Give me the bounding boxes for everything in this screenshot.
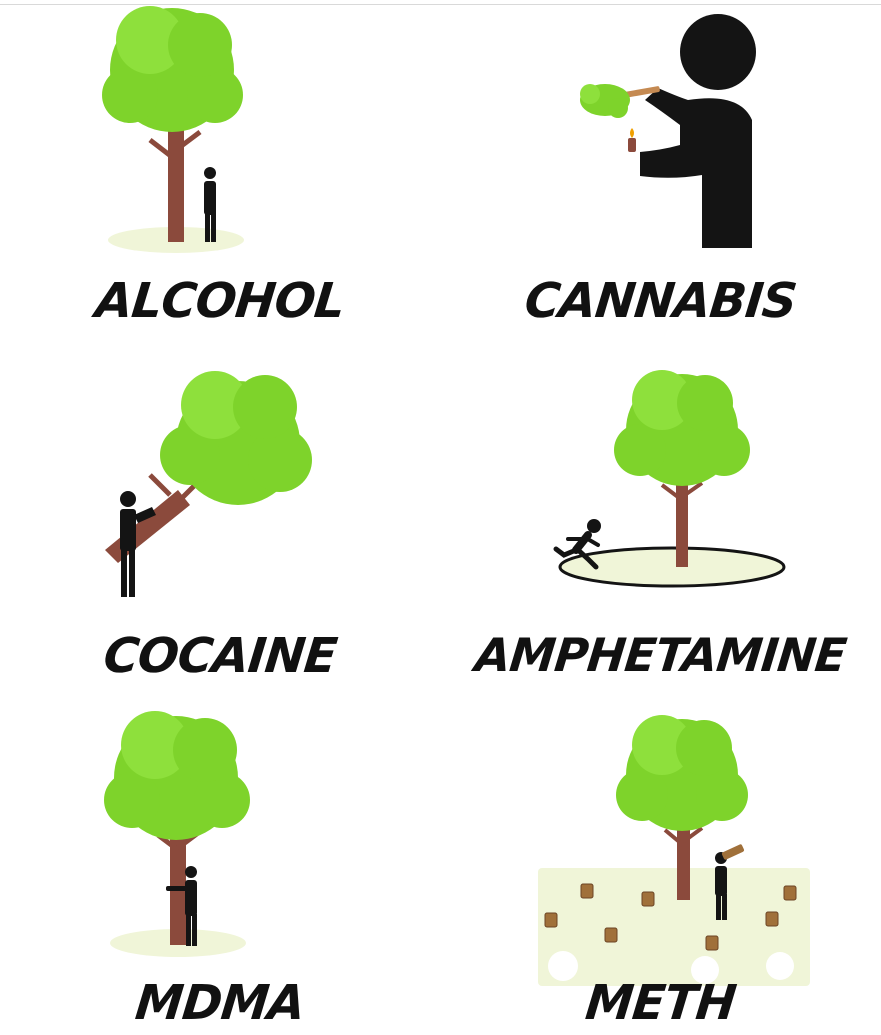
chainsaw-icon [721,844,744,861]
panel-mdma [0,700,440,1035]
label-mdma: MDMA [132,975,308,1031]
stick-figure-icon [715,852,727,920]
label-meth: METH [582,975,739,1031]
tree-icon [105,371,312,563]
tree-icon [614,370,750,567]
stick-figure-icon [204,167,216,242]
panel-cannabis [440,0,881,345]
panel-amphetamine [440,345,881,700]
label-cannabis: CANNABIS [522,273,799,329]
label-amphetamine: AMPHETAMINE [472,628,849,682]
panel-meth [440,700,881,1035]
stick-figure-icon [640,14,756,248]
tree-icon [104,711,250,945]
tree-icon [102,6,243,242]
panel-cocaine [0,345,440,700]
label-alcohol: ALCOHOL [92,273,348,329]
label-cocaine: COCAINE [100,628,340,684]
lighter-icon [628,128,636,152]
panel-alcohol [0,0,440,345]
